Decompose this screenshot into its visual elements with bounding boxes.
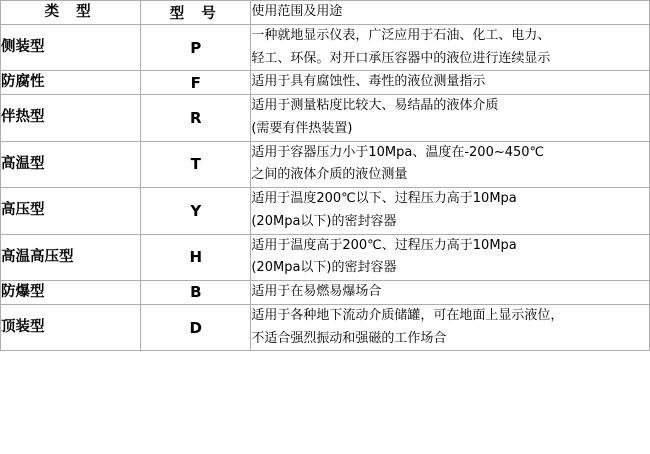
table-header-row: [1, 1, 650, 25]
desc-line: (20Mpa以下)的密封容器: [251, 213, 397, 229]
row-type: 高温型: [1, 141, 141, 188]
row-description: [251, 234, 650, 281]
row-model: H: [141, 234, 251, 281]
desc-line: 适用于在易燃易爆场合: [251, 284, 382, 299]
row-description: [251, 141, 650, 188]
row-type: 防爆型: [1, 281, 141, 305]
desc-line: 轻工、环保。对开口承压容器中的液位进行连续显示: [251, 50, 551, 66]
row-model: Y: [141, 188, 251, 235]
row-type: 高温高压型: [1, 234, 141, 281]
desc-line: 适用于温度高于200℃、过程压力高于10Mpa: [251, 237, 517, 253]
row-description: [251, 95, 650, 142]
row-model: B: [141, 281, 251, 305]
table-row: [1, 24, 650, 71]
table-row: [1, 71, 650, 95]
row-model: T: [141, 141, 251, 188]
row-model: F: [141, 71, 251, 95]
table-row: [1, 141, 650, 188]
desc-line: 不适合强烈振动和强磁的工作场合: [251, 330, 447, 346]
header-cell-type: 类 型: [1, 1, 141, 25]
row-model: D: [141, 304, 251, 351]
desc-line: 一种就地显示仪表，广泛应用于石油、化工、电力、: [251, 27, 551, 43]
table-row: [1, 281, 650, 305]
desc-line: (需要有伴热装置): [251, 120, 353, 136]
desc-line: 适用于温度200℃以下、过程压力高于10Mpa: [251, 191, 517, 206]
table-body: [1, 1, 650, 351]
table-row: [1, 188, 650, 235]
desc-line: 适用于各种地下流动介质储罐，可在地面上显示液位，: [251, 307, 564, 323]
desc-line: (20Mpa以下)的密封容器: [251, 260, 397, 276]
row-model: R: [141, 95, 251, 142]
row-type: 伴热型: [1, 95, 141, 142]
table-row: [1, 234, 650, 281]
row-model: P: [141, 24, 251, 71]
row-type: 防腐性: [1, 71, 141, 95]
row-type: 顶装型: [1, 304, 141, 351]
row-description: [251, 304, 650, 351]
row-type: 高压型: [1, 188, 141, 235]
row-description: [251, 71, 650, 95]
table-row: [1, 95, 650, 142]
row-description: [251, 281, 650, 305]
header-cell-description: 使用范围及用途: [251, 1, 650, 25]
row-description: [251, 24, 650, 71]
header-cell-model: 型 号: [141, 1, 251, 25]
desc-line: 适用于容器压力小于10Mpa、温度在-200~450℃: [251, 144, 545, 160]
desc-line: 之间的液体介质的液位测量: [251, 167, 408, 183]
row-description: [251, 188, 650, 235]
table-row: [1, 304, 650, 351]
desc-line: 适用于测量粘度比较大、易结晶的液体介质: [251, 98, 499, 113]
row-type: 侧装型: [1, 24, 141, 71]
desc-line: 适用于具有腐蚀性、毒性的液位测量指示: [251, 74, 486, 90]
